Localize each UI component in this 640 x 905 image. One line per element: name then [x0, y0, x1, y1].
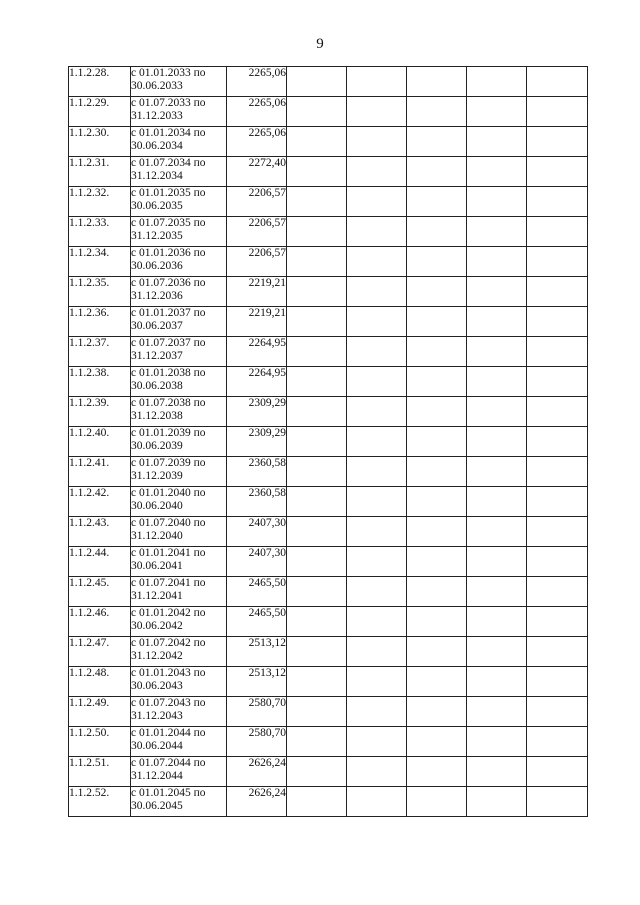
period-to: 31.12.2042: [131, 649, 183, 662]
empty-cell: [407, 607, 467, 637]
empty-cell: [347, 487, 407, 517]
empty-cell: [287, 127, 347, 157]
period-to: 30.06.2039: [131, 439, 183, 452]
tariff-value-cell: 2465,50: [227, 607, 287, 637]
empty-cell: [287, 157, 347, 187]
period-to: 31.12.2040: [131, 529, 183, 542]
empty-cell: [287, 757, 347, 787]
period-cell: [131, 727, 227, 757]
period-to: 30.06.2038: [131, 379, 183, 392]
empty-cell: [287, 487, 347, 517]
empty-cell: [347, 307, 407, 337]
empty-cell: [287, 397, 347, 427]
empty-cell: [407, 787, 467, 817]
table-row: [69, 187, 588, 217]
period-to: 30.06.2035: [131, 199, 183, 212]
empty-cell: [467, 637, 527, 667]
period-cell: [131, 577, 227, 607]
row-number-cell: 1.1.2.43.: [69, 517, 131, 547]
period-to: 31.12.2036: [131, 289, 183, 302]
empty-cell: [527, 427, 588, 457]
empty-cell: [467, 277, 527, 307]
row-number-cell: 1.1.2.40.: [69, 427, 131, 457]
empty-cell: [467, 367, 527, 397]
tariff-value-cell: 2309,29: [227, 427, 287, 457]
period-to: 30.06.2036: [131, 259, 183, 272]
empty-cell: [467, 457, 527, 487]
period-to: 31.12.2039: [131, 469, 183, 482]
empty-cell: [527, 187, 588, 217]
empty-cell: [347, 367, 407, 397]
row-number-cell: 1.1.2.49.: [69, 697, 131, 727]
empty-cell: [287, 187, 347, 217]
empty-cell: [347, 637, 407, 667]
empty-cell: [527, 247, 588, 277]
empty-cell: [527, 727, 588, 757]
period-from: с 01.07.2040 по: [131, 517, 206, 529]
row-number-cell: 1.1.2.44.: [69, 547, 131, 577]
period-cell: [131, 397, 227, 427]
empty-cell: [407, 427, 467, 457]
tariff-value-cell: 2206,57: [227, 247, 287, 277]
row-number-cell: 1.1.2.50.: [69, 727, 131, 757]
period-cell: [131, 757, 227, 787]
period-from: с 01.01.2045 по: [131, 787, 206, 799]
period-from: с 01.07.2039 по: [131, 457, 206, 469]
empty-cell: [467, 337, 527, 367]
empty-cell: [527, 547, 588, 577]
tariff-value-cell: 2407,30: [227, 547, 287, 577]
empty-cell: [467, 667, 527, 697]
empty-cell: [407, 67, 467, 97]
empty-cell: [467, 787, 527, 817]
row-number-cell: 1.1.2.35.: [69, 277, 131, 307]
tariff-value-cell: 2580,70: [227, 697, 287, 727]
empty-cell: [407, 157, 467, 187]
row-number-cell: 1.1.2.47.: [69, 637, 131, 667]
period-to: 31.12.2033: [131, 109, 183, 122]
period-cell: [131, 607, 227, 637]
empty-cell: [467, 127, 527, 157]
period-to: 30.06.2040: [131, 499, 183, 512]
empty-cell: [527, 397, 588, 427]
empty-cell: [347, 577, 407, 607]
row-number-cell: 1.1.2.46.: [69, 607, 131, 637]
empty-cell: [467, 427, 527, 457]
empty-cell: [287, 547, 347, 577]
empty-cell: [287, 337, 347, 367]
tariff-value-cell: 2465,50: [227, 577, 287, 607]
row-number-cell: 1.1.2.36.: [69, 307, 131, 337]
row-number-cell: 1.1.2.48.: [69, 667, 131, 697]
table-row: [69, 457, 588, 487]
tariff-value-cell: 2580,70: [227, 727, 287, 757]
row-number-cell: 1.1.2.39.: [69, 397, 131, 427]
row-number-cell: 1.1.2.51.: [69, 757, 131, 787]
empty-cell: [467, 307, 527, 337]
tariff-value-cell: 2206,57: [227, 187, 287, 217]
empty-cell: [527, 577, 588, 607]
empty-cell: [287, 667, 347, 697]
period-cell: [131, 307, 227, 337]
empty-cell: [347, 607, 407, 637]
table-row: [69, 607, 588, 637]
empty-cell: [347, 787, 407, 817]
row-number-cell: 1.1.2.45.: [69, 577, 131, 607]
empty-cell: [287, 97, 347, 127]
period-from: с 01.01.2039 по: [131, 427, 206, 439]
empty-cell: [527, 157, 588, 187]
empty-cell: [467, 757, 527, 787]
page-number: 9: [316, 36, 324, 52]
empty-cell: [407, 487, 467, 517]
period-from: с 01.07.2043 по: [131, 697, 206, 709]
row-number-cell: 1.1.2.52.: [69, 787, 131, 817]
table-row: [69, 277, 588, 307]
tariff-value-cell: 2309,29: [227, 397, 287, 427]
empty-cell: [527, 667, 588, 697]
tariff-value-cell: 2360,58: [227, 487, 287, 517]
row-number-cell: 1.1.2.42.: [69, 487, 131, 517]
table-body: [69, 67, 588, 817]
row-number-cell: 1.1.2.32.: [69, 187, 131, 217]
empty-cell: [347, 697, 407, 727]
empty-cell: [287, 67, 347, 97]
tariff-value-cell: 2626,24: [227, 787, 287, 817]
period-cell: [131, 67, 227, 97]
row-number-cell: 1.1.2.31.: [69, 157, 131, 187]
empty-cell: [407, 307, 467, 337]
empty-cell: [527, 637, 588, 667]
period-to: 30.06.2044: [131, 739, 183, 752]
empty-cell: [287, 577, 347, 607]
period-cell: [131, 97, 227, 127]
empty-cell: [527, 337, 588, 367]
tariff-value-cell: 2264,95: [227, 367, 287, 397]
empty-cell: [407, 727, 467, 757]
period-to: 30.06.2033: [131, 79, 183, 92]
period-to: 31.12.2035: [131, 229, 183, 242]
empty-cell: [407, 667, 467, 697]
empty-cell: [407, 697, 467, 727]
empty-cell: [407, 127, 467, 157]
empty-cell: [347, 277, 407, 307]
empty-cell: [407, 367, 467, 397]
empty-cell: [407, 217, 467, 247]
empty-cell: [407, 457, 467, 487]
period-to: 31.12.2043: [131, 709, 183, 722]
period-to: 30.06.2043: [131, 679, 183, 692]
empty-cell: [347, 427, 407, 457]
period-cell: [131, 187, 227, 217]
period-cell: [131, 787, 227, 817]
empty-cell: [347, 667, 407, 697]
period-to: 31.12.2038: [131, 409, 183, 422]
table-row: [69, 67, 588, 97]
period-to: 30.06.2037: [131, 319, 183, 332]
empty-cell: [287, 787, 347, 817]
period-from: с 01.07.2038 по: [131, 397, 206, 409]
period-from: с 01.07.2035 по: [131, 217, 206, 229]
row-number-cell: 1.1.2.41.: [69, 457, 131, 487]
tariff-value-cell: 2206,57: [227, 217, 287, 247]
table-row: [69, 487, 588, 517]
empty-cell: [407, 517, 467, 547]
table-row: [69, 787, 588, 817]
empty-cell: [287, 427, 347, 457]
period-from: с 01.07.2034 по: [131, 157, 206, 169]
tariff-value-cell: 2219,21: [227, 307, 287, 337]
row-number-cell: 1.1.2.37.: [69, 337, 131, 367]
empty-cell: [527, 487, 588, 517]
table-row: [69, 667, 588, 697]
empty-cell: [467, 697, 527, 727]
empty-cell: [527, 217, 588, 247]
empty-cell: [527, 307, 588, 337]
period-to: 30.06.2045: [131, 799, 183, 812]
period-from: с 01.01.2033 по: [131, 67, 206, 79]
empty-cell: [287, 697, 347, 727]
tariff-value-cell: 2407,30: [227, 517, 287, 547]
period-from: с 01.07.2036 по: [131, 277, 206, 289]
table-row: [69, 247, 588, 277]
table-row: [69, 517, 588, 547]
empty-cell: [347, 217, 407, 247]
period-to: 31.12.2034: [131, 169, 183, 182]
period-from: с 01.01.2037 по: [131, 307, 206, 319]
empty-cell: [407, 277, 467, 307]
empty-cell: [467, 487, 527, 517]
empty-cell: [347, 187, 407, 217]
period-from: с 01.01.2042 по: [131, 607, 206, 619]
table-row: [69, 157, 588, 187]
empty-cell: [527, 757, 588, 787]
row-number-cell: 1.1.2.33.: [69, 217, 131, 247]
empty-cell: [287, 517, 347, 547]
period-from: с 01.07.2042 по: [131, 637, 206, 649]
period-from: с 01.01.2040 по: [131, 487, 206, 499]
row-number-cell: 1.1.2.29.: [69, 97, 131, 127]
empty-cell: [407, 187, 467, 217]
empty-cell: [347, 517, 407, 547]
period-from: с 01.07.2041 по: [131, 577, 206, 589]
empty-cell: [287, 637, 347, 667]
empty-cell: [407, 577, 467, 607]
period-cell: [131, 487, 227, 517]
empty-cell: [287, 607, 347, 637]
table-row: [69, 637, 588, 667]
empty-cell: [287, 247, 347, 277]
period-from: с 01.07.2033 по: [131, 97, 206, 109]
empty-cell: [527, 697, 588, 727]
table-row: [69, 757, 588, 787]
period-to: 31.12.2041: [131, 589, 183, 602]
table-row: [69, 727, 588, 757]
period-from: с 01.01.2034 по: [131, 127, 206, 139]
period-to: 30.06.2034: [131, 139, 183, 152]
tariff-value-cell: 2265,06: [227, 67, 287, 97]
period-cell: [131, 547, 227, 577]
empty-cell: [287, 367, 347, 397]
table-row: [69, 217, 588, 247]
empty-cell: [347, 157, 407, 187]
period-cell: [131, 667, 227, 697]
table-row: [69, 307, 588, 337]
period-from: с 01.01.2041 по: [131, 547, 206, 559]
empty-cell: [527, 97, 588, 127]
period-cell: [131, 157, 227, 187]
empty-cell: [347, 727, 407, 757]
empty-cell: [527, 457, 588, 487]
empty-cell: [467, 217, 527, 247]
empty-cell: [347, 127, 407, 157]
empty-cell: [347, 67, 407, 97]
row-number-cell: 1.1.2.30.: [69, 127, 131, 157]
tariff-value-cell: 2513,12: [227, 667, 287, 697]
tariff-value-cell: 2272,40: [227, 157, 287, 187]
period-to: 30.06.2041: [131, 559, 183, 572]
empty-cell: [527, 67, 588, 97]
empty-cell: [467, 607, 527, 637]
empty-cell: [287, 727, 347, 757]
empty-cell: [407, 547, 467, 577]
empty-cell: [407, 757, 467, 787]
empty-cell: [527, 787, 588, 817]
empty-cell: [467, 397, 527, 427]
row-number-cell: 1.1.2.38.: [69, 367, 131, 397]
empty-cell: [467, 247, 527, 277]
row-number-cell: 1.1.2.28.: [69, 67, 131, 97]
tariff-value-cell: 2513,12: [227, 637, 287, 667]
empty-cell: [347, 247, 407, 277]
empty-cell: [467, 577, 527, 607]
empty-cell: [287, 217, 347, 247]
empty-cell: [347, 337, 407, 367]
period-from: с 01.01.2043 по: [131, 667, 206, 679]
period-to: 31.12.2044: [131, 769, 183, 782]
empty-cell: [527, 607, 588, 637]
period-to: 30.06.2042: [131, 619, 183, 632]
tariff-value-cell: 2219,21: [227, 277, 287, 307]
empty-cell: [347, 97, 407, 127]
table-row: [69, 337, 588, 367]
period-cell: [131, 367, 227, 397]
period-cell: [131, 277, 227, 307]
empty-cell: [407, 397, 467, 427]
empty-cell: [347, 547, 407, 577]
period-cell: [131, 457, 227, 487]
table-row: [69, 97, 588, 127]
empty-cell: [467, 547, 527, 577]
empty-cell: [407, 97, 467, 127]
empty-cell: [407, 637, 467, 667]
period-cell: [131, 697, 227, 727]
empty-cell: [407, 337, 467, 367]
empty-cell: [287, 457, 347, 487]
empty-cell: [527, 277, 588, 307]
empty-cell: [287, 307, 347, 337]
period-cell: [131, 247, 227, 277]
period-from: с 01.07.2037 по: [131, 337, 206, 349]
period-from: с 01.07.2044 по: [131, 757, 206, 769]
period-cell: [131, 127, 227, 157]
empty-cell: [527, 127, 588, 157]
empty-cell: [467, 727, 527, 757]
period-from: с 01.01.2036 по: [131, 247, 206, 259]
tariff-value-cell: 2265,06: [227, 127, 287, 157]
row-number-cell: 1.1.2.34.: [69, 247, 131, 277]
period-cell: [131, 337, 227, 367]
tariff-value-cell: 2264,95: [227, 337, 287, 367]
period-cell: [131, 517, 227, 547]
table-row: [69, 397, 588, 427]
table-row: [69, 697, 588, 727]
table-row: [69, 547, 588, 577]
empty-cell: [527, 517, 588, 547]
empty-cell: [527, 367, 588, 397]
empty-cell: [467, 517, 527, 547]
period-cell: [131, 217, 227, 247]
table-row: [69, 367, 588, 397]
tariff-value-cell: 2265,06: [227, 97, 287, 127]
table-row: [69, 427, 588, 457]
empty-cell: [347, 757, 407, 787]
period-from: с 01.01.2038 по: [131, 367, 206, 379]
period-cell: [131, 637, 227, 667]
period-cell: [131, 427, 227, 457]
period-from: с 01.01.2044 по: [131, 727, 206, 739]
empty-cell: [467, 187, 527, 217]
empty-cell: [467, 157, 527, 187]
empty-cell: [347, 397, 407, 427]
empty-cell: [347, 457, 407, 487]
empty-cell: [407, 247, 467, 277]
tariff-value-cell: 2626,24: [227, 757, 287, 787]
period-from: с 01.01.2035 по: [131, 187, 206, 199]
tariff-table: [68, 66, 588, 817]
period-to: 31.12.2037: [131, 349, 183, 362]
table-row: [69, 127, 588, 157]
table-row: [69, 577, 588, 607]
tariff-value-cell: 2360,58: [227, 457, 287, 487]
empty-cell: [287, 277, 347, 307]
empty-cell: [467, 97, 527, 127]
empty-cell: [467, 67, 527, 97]
